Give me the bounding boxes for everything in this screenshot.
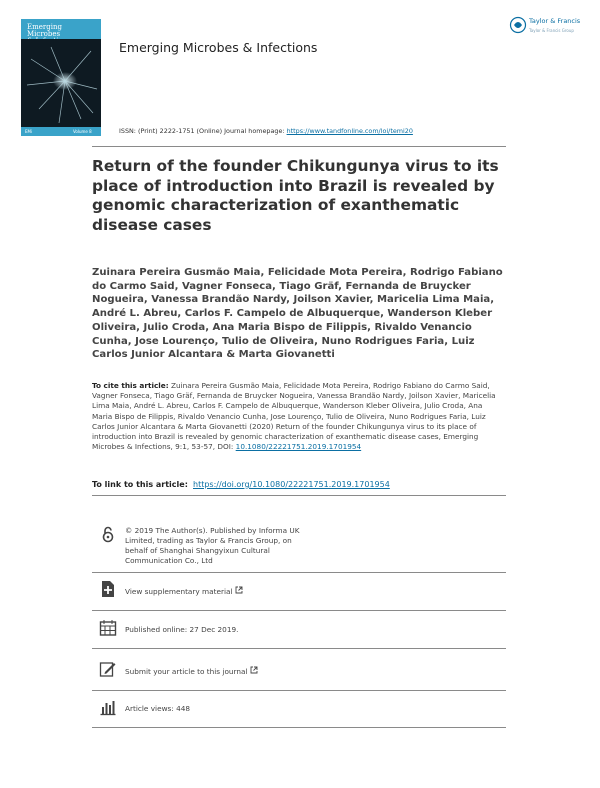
- article-link-line: [92, 480, 390, 489]
- plus-icon: [99, 580, 117, 598]
- calendar-icon: [99, 619, 117, 637]
- issn-text: ISSN: (Print) 2222-1751 (Online) Journal homepage:: [119, 127, 287, 135]
- publisher-logo-icon: [509, 16, 527, 34]
- publisher-name: Taylor & Francis: [529, 17, 581, 25]
- submit-text[interactable]: [125, 666, 365, 677]
- cover-footer: [21, 127, 101, 136]
- divider: [92, 572, 506, 573]
- divider: [92, 727, 506, 728]
- article-url-link[interactable]: https://doi.org/10.1080/22221751.2019.1701954: [193, 480, 390, 489]
- external-link-icon: [235, 586, 243, 594]
- published-date: Published online: 27 Dec 2019.: [125, 625, 239, 634]
- journal-cover: [21, 19, 101, 136]
- external-link-icon: [250, 666, 258, 674]
- open-access-icon: [99, 526, 117, 544]
- article-title: Return of the founder Chikungunya virus to its place of introduction into Brazil is revealed by genomic characterization of exanthematic disease cases: [92, 157, 499, 234]
- link-label: To link to this article:: [92, 480, 188, 489]
- doi-link[interactable]: 10.1080/22221751.2019.1701954: [235, 442, 362, 452]
- supplementary-link[interactable]: View supplementary material: [125, 587, 233, 596]
- cover-image: [21, 39, 101, 127]
- citation-label: To cite this article:: [92, 381, 169, 390]
- cover-footer-left: EMi: [25, 129, 33, 134]
- article-authors: Zuinara Pereira Gusmão Maia, Felicidade Mota Pereira, Rodrigo Fabiano do Carmo Said, Vagner Fonseca, Tiago Gräf, Fernanda de Bruycker Nogueira, Vanessa Brandão Nardy, Joilson Xavier, Maricelia Lima Maia, André L. Abreu, Carlos F. Campelo de Albuquerque, Wanderson Kleber Oliveira, Julio Croda, Ana Maria Bispo de Filippis, Rivaldo Venancio Cunha, Jose Lourenço, Tulio de Oliveira, Nuno Rodrigues Faria, Luiz Carlos Junior Alcantara & Marta Giovanetti: [92, 267, 503, 361]
- cover-footer-right: Volume 8: [73, 129, 92, 134]
- journal-homepage-link[interactable]: https://www.tandfonline.com/loi/temi20: [286, 127, 413, 135]
- issn-line: [119, 127, 413, 135]
- divider: [92, 146, 506, 147]
- article-views[interactable]: Article views: 448: [125, 704, 191, 713]
- journal-name: Emerging Microbes & Infections: [119, 40, 318, 55]
- publisher-logo: [509, 14, 589, 42]
- submit-article-link[interactable]: Submit your article to this journal: [125, 667, 248, 676]
- divider: [92, 648, 506, 649]
- supplementary-text[interactable]: [125, 586, 365, 597]
- divider: [92, 610, 506, 611]
- license-text: © 2019 The Author(s). Published by Informa UK Limited, trading as Taylor & Francis Group, on behalf of Shanghai Shangyixun Cultural Communication Co., Ltd: [125, 526, 300, 565]
- divider: [92, 690, 506, 691]
- divider: [92, 495, 506, 496]
- citation: [92, 381, 504, 452]
- publisher-tagline: Taylor & Francis Group: [529, 28, 574, 33]
- edit-icon: [99, 660, 117, 678]
- citation-text: Zuinara Pereira Gusmão Maia, Felicidade Mota Pereira, Rodrigo Fabiano do Carmo Said, Vagner Fonseca, Tiago Gräf, Fernanda de Bruycker Nogueira, Vanessa Brandão Nardy, Joilson Xavier, Maricelia Lima Maia, André L. Abreu, Carlos F. Campelo de Albuquerque, Wanderson Kleber Oliveira, Julio Croda, Ana Maria Bispo de Filippis, Rivaldo Venancio Cunha, Jose Lourenço, Tulio de Oliveira, Nuno Rodrigues Faria, Luiz Carlos Junior Alcantara & Marta Giovanetti (2020) Return of the founder Chikungunya virus to its place of introduction into Brazil is revealed by genomic characterization of exanthematic disease cases, Emerging Microbes & Infections, 9:1, 53-57, DOI:: [92, 381, 496, 452]
- bar-chart-icon: [99, 698, 117, 716]
- microbe-illustration: [21, 39, 101, 127]
- cover-title-line1: Emerging Microbes: [27, 23, 62, 38]
